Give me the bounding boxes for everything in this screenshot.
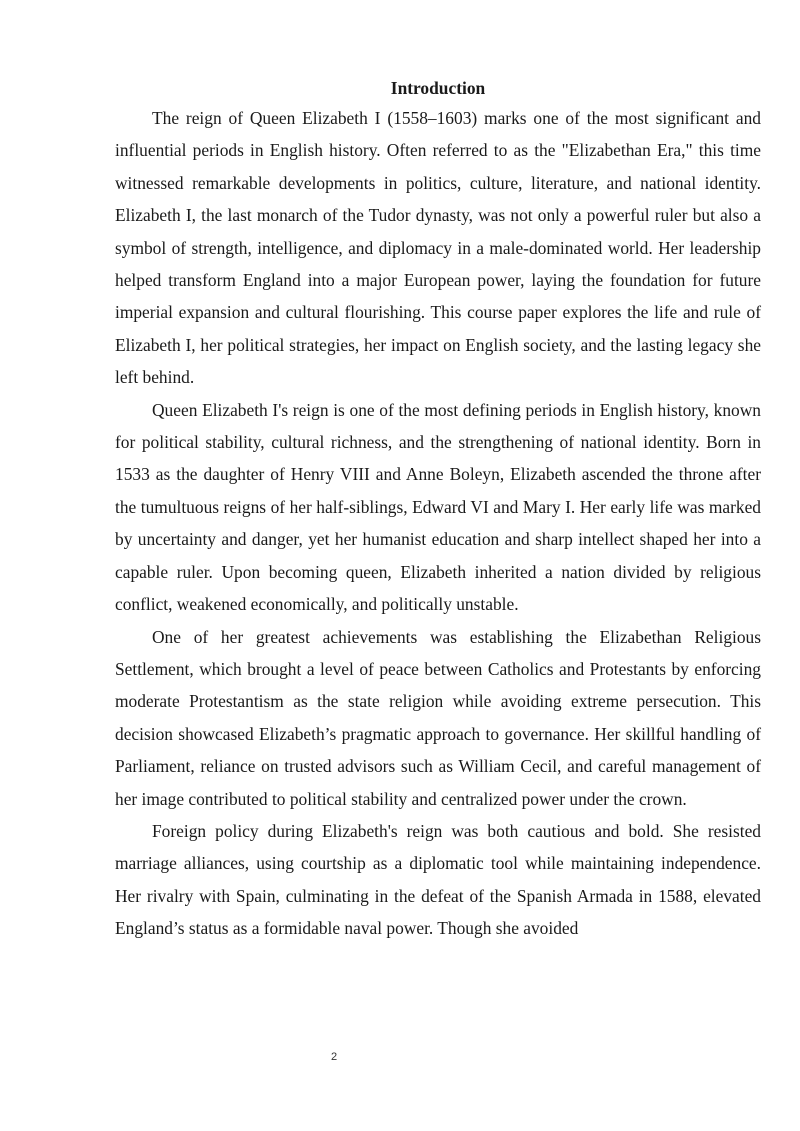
paragraph-1: The reign of Queen Elizabeth I (1558–1603) marks one of the most significant and influential periods in English history. Often referred to as the "Elizabethan Era," this time witnessed remarkable developments in politics, culture, literature, and national identity. Elizabeth I, the last monarch of the Tudor dynasty, was not only a powerful ruler but also a symbol of strength, intelligence, and diplomacy in a male-dominated world. Her leadership helped transform England into a major European power, laying the foundation for future imperial expansion and cultural flourishing. This course paper explores the life and rule of Elizabeth I, her political strategies, her impact on English society, and the lasting legacy she left behind. bbox=[115, 108, 761, 388]
paragraph-4: Foreign policy during Elizabeth's reign was both cautious and bold. She resisted marriage alliances, using courtship as a diplomatic tool while maintaining independence. Her rivalry with Spain, culminating in the defeat of the Spanish Armada in 1588, elevated England’s status as a formidable naval power. Though she avoided bbox=[115, 820, 761, 939]
section-title: Introduction bbox=[390, 78, 486, 98]
paragraph-3: One of her greatest achievements was establishing the Elizabethan Religious Settlement, which brought a level of peace between Catholics and Protestants by enforcing moderate Protestantism as the state religion while avoiding extreme persecution. This decision showcased Elizabeth’s pragmatic approach to governance. Her skillful handling of Parliament, reliance on trusted advisors such as William Cecil, and careful management of her image contributed to political stability and centralized power under the crown. bbox=[115, 626, 761, 809]
paragraph-2: Queen Elizabeth I's reign is one of the most defining periods in English history, known for political stability, cultural richness, and the strengthening of national identity. Born in 1533 as the daughter of Henry VIII and Anne Boleyn, Elizabeth ascended the throne after the tumultuous reigns of her half-siblings, Edward VI and Mary I. Her early life was marked by uncertainty and danger, yet her humanist education and sharp intellect shaped her into a capable ruler. Upon becoming queen, Elizabeth inherited a nation divided by religious conflict, weakened economically, and politically unstable. bbox=[115, 399, 761, 615]
document-body bbox=[115, 74, 761, 945]
page-number: 2 bbox=[330, 1051, 338, 1063]
